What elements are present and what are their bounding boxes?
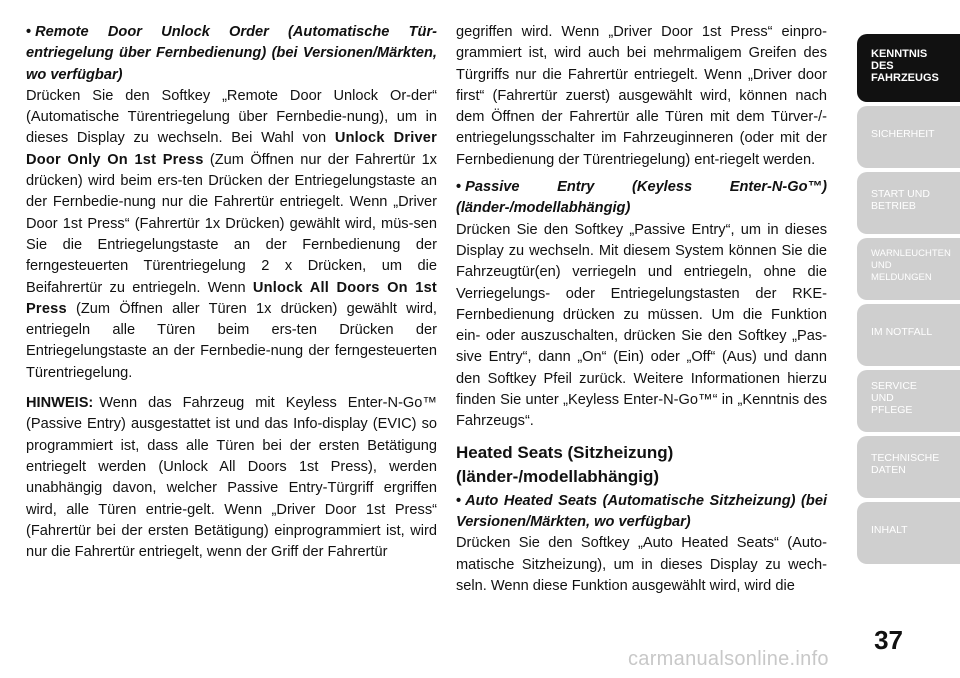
note-label: HINWEIS:: [26, 395, 94, 412]
right-column: [456, 22, 827, 597]
tab-label: IM NOTFALL: [871, 326, 933, 338]
note-paragraph: [26, 393, 437, 563]
tab-service-und-pflege[interactable]: [857, 370, 960, 432]
tab-warnleuchten[interactable]: [857, 238, 960, 300]
page-number: 37: [874, 625, 903, 655]
tab-label: KENNTNIS: [871, 48, 928, 60]
left-column: [26, 22, 437, 563]
bullet-heading-passive-entry: [456, 177, 827, 220]
tab-label: INHALT: [871, 524, 908, 536]
option-all-doors: Unlock All Doors On 1st Press: [26, 279, 437, 317]
tab-label: DES: [871, 60, 894, 72]
bullet-heading-text: Remote Door Unlock Order (Automatische Tür-entriegelung über Fernbedienung) (bei Versionen/Märkten, wo verfügbar): [26, 24, 437, 83]
tab-label: BETRIEB: [871, 200, 916, 212]
tab-kenntnis-des-fahrzeugs[interactable]: [857, 34, 960, 102]
bullet-heading-remote-door-unlock: [26, 22, 437, 86]
tab-label: UND: [871, 260, 892, 271]
tab-label: TECHNISCHE: [871, 452, 940, 464]
text-run: (Zum Öffnen aller Türen 1x drücken) gewählt wird, entriegeln alle Türen beim ers-ten Drücken der Entriegelungstaste an der Fernbedie-nung der ferngesteuerten Türentriegelung.: [26, 300, 437, 381]
tab-label: DATEN: [871, 464, 906, 476]
option-driver-door-only: Unlock Driver Door Only On 1st Press: [26, 130, 438, 168]
tab-label: WARNLEUCHTEN: [871, 248, 951, 259]
note-text: Wenn das Fahrzeug mit Keyless Enter-N-Go™ (Passive Entry) ausgestattet ist und das Info-display (EVIC) so programmiert ist, dass alle Türen bei der ersten Betätigung entriegelt werden (Unlock All Doors 1st Press), werden unabhängig davon, welcher Passive Entry-Türgriff ergriffen wird, alle Türen entrie-gelt. Wenn „Driver Door 1st Press“ (Fahrertür bei der ersten Betätigung) einprogrammiert ist, wird nur die Fahrertür entriegelt, wenn der Griff der Fahrertür: [26, 395, 437, 561]
tab-label: SICHERHEIT: [871, 128, 935, 140]
paragraph-auto-heated-seats: Drücken Sie den Softkey „Auto Heated Seats“ (Auto-matische Sitzheizung), um in dieses Display zu wech-seln. Wenn diese Funktion ausgewählt wird, wird die: [456, 535, 827, 594]
bullet-heading-text: Auto Heated Seats (Automatische Sitzheizung) (bei Versionen/Märkten, wo verfügbar): [456, 492, 827, 530]
text-run: Drücken Sie den Softkey „Remote Door Unlock Or-der“ (Automatische Türentriegelung über Fernbedie-nung), um in dieses Display zu wechseln. Bei Wahl von: [26, 87, 437, 147]
bullet-heading-text: Passive Entry (Keyless Enter-N-Go™) (länder-/modellabhängig): [456, 179, 827, 217]
bullet-icon: •: [456, 179, 462, 196]
paragraph-continued: gegriffen wird. Wenn „Driver Door 1st Press“ einpro-grammiert ist, wird auch bei mehrmaligem Greifen des Türgriffs nur die Fahrertür entriegelt. Wenn „Driver door first“ (Fahrertür zuerst) ausgewählt wird, können nach dem Öffnen der Fahrertür alle Türen mit dem Türver-/-entriegelungsschalter im Fahrzeuginneren (oder mit der Fernbedienung der Türentriegelung) ent-riegelt werden.: [456, 24, 827, 168]
tab-label: FAHRZEUGS: [871, 72, 939, 84]
tab-inhalt[interactable]: [857, 502, 960, 564]
watermark: carmanualsonline.info: [628, 648, 829, 670]
tab-label: UND: [871, 392, 894, 404]
tab-label: PFLEGE: [871, 404, 913, 416]
section-heading-heated-seats: Heated Seats (Sitzheizung) (länder-/modellabhängig): [456, 442, 674, 486]
bullet-icon: •: [26, 24, 32, 40]
chapter-tabs: [857, 34, 960, 568]
bullet-icon: •: [456, 492, 462, 509]
paragraph-remote-door-unlock: [26, 86, 437, 384]
text-run: (Zum Öffnen nur der Fahrertür 1x drücken) wird beim ers-ten Drücken der Entriegelungstaste an der Fernbedie-nung nur die Fahrertür entriegelt. Wenn „Driver Door 1st Press“ (Fahrertür 1x Drücken) gewählt wird, müs-sen Sie die Entriegelungstaste an der Fernbedienung der ferngesteuerten Türentriegelung 2 x Drücken, um die Beifahrertür zu entriegeln. Wenn: [26, 151, 437, 296]
tab-im-notfall[interactable]: [857, 304, 960, 366]
tab-technische-daten[interactable]: [857, 436, 960, 498]
tab-label: MELDUNGEN: [871, 272, 932, 283]
tab-label: SERVICE: [871, 380, 917, 392]
paragraph-passive-entry: Drücken Sie den Softkey „Passive Entry“, um in dieses Display zu wechseln. Mit diesem System können Sie die Fahrzeugtür(en) verriegeln und entriegeln, ohne die Verriegelungs- oder Entriegelungstasten der RKE-Fernbedienung drücken zu müssen. Um die Funktion ein- oder auszuschalten, drücken Sie den Softkey „Pas-sive Entry“, dann „On“ (Ein) oder „Off“ (Aus) und dann den Softkey Pfeil zurück. Weitere Informationen hierzu finden Sie unter „Keyless Enter-N-Go™“ in „Kenntnis des Fahrzeugs“.: [456, 221, 827, 430]
bullet-heading-auto-heated-seats: [456, 491, 827, 534]
tab-sicherheit[interactable]: [857, 106, 960, 168]
tab-label: START UND: [871, 188, 930, 200]
tab-start-und-betrieb[interactable]: [857, 172, 960, 234]
